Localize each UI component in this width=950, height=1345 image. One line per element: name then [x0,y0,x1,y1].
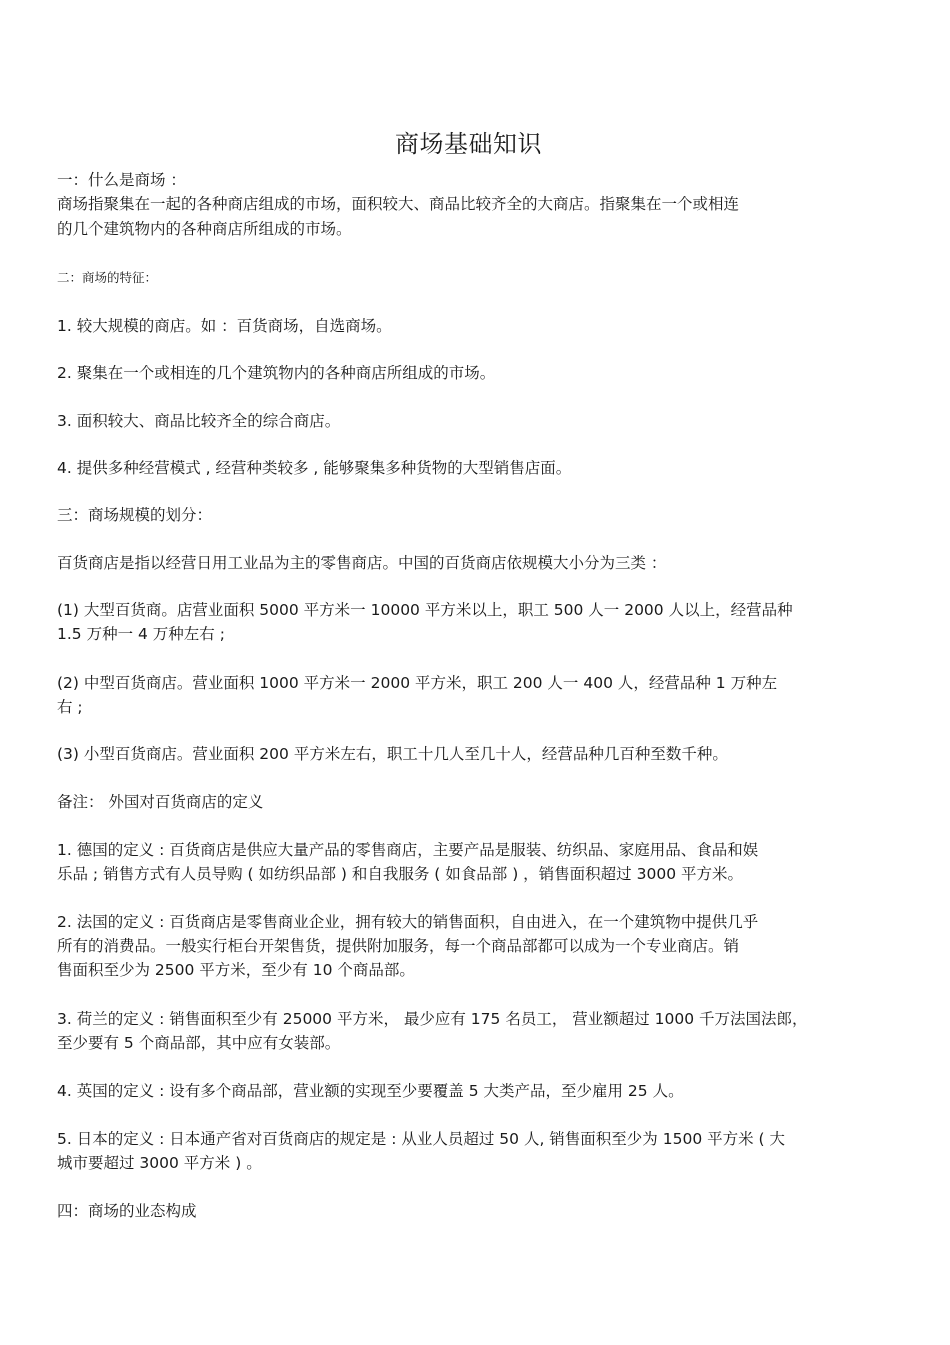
definition-paragraph: 至少要有 5 个商品部，其中应有女装部。 [57,1034,341,1052]
section-3-paragraph: 1.5 万种一 4 万种左右 ; [57,625,225,643]
definition-paragraph: 售面积至少为 2500 平方米，至少有 10 个商品部。 [57,961,415,979]
document-title: 商场基础知识 [395,130,542,158]
definition-paragraph: 4. 英国的定义 : 设有多个商品部，营业额的实现至少要覆盖 5 大类产品，至少雇用 25 人。 [57,1082,684,1100]
section-3-paragraph: 右 ; [57,698,83,716]
definition-paragraph: 乐品 ; 销售方式有人员导购 ( 如纺织品部 ) 和自我服务 ( 如食品部 ) ，销售面积超过 3000 平方米。 [57,865,743,883]
section-2-item: 3. 面积较大、商品比较齐全的综合商店。 [57,412,341,430]
section-3-paragraph: (2) 中型百货商店。营业面积 1000 平方米一 2000 平方米，职工 200 人一 400 人，经营品种 1 万种左 [57,674,778,692]
section-1-heading: 一：什么是商场 ： [57,171,186,189]
definition-paragraph: 5. 日本的定义 : 日本通产省对百货商店的规定是 : 从业人员超过 50 人, 销售面积至少为 1500 平方米 ( 大 [57,1130,786,1148]
section-2-item: 4. 提供多种经营模式 , 经营种类较多 , 能够聚集多种货物的大型销售店面。 [57,459,572,477]
section-3-paragraph: (3) 小型百货商店。营业面积 200 平方米左右，职工十几人至几十人，经营品种几百种至数千种。 [57,745,728,763]
section-1-text: 商场指聚集在一起的各种商店组成的市场，面积较大、商品比较齐全的大商店。指聚集在一个或相连 [57,195,740,213]
definition-paragraph: 城市要超过 3000 平方米 ) 。 [57,1154,262,1172]
section-1-text: 的几个建筑物内的各种商店所组成的市场。 [57,220,352,238]
section-3-heading: 三：商场规模的划分： [57,506,213,524]
section-2-item: 2. 聚集在一个或相连的几个建筑物内的各种商店所组成的市场。 [57,364,496,382]
section-3-paragraph: (1) 大型百货商。店营业面积 5000 平方米一 10000 平方米以上，职工 500 人一 2000 人以上，经营品种 [57,601,793,619]
definition-paragraph: 1. 德国的定义 : 百货商店是供应大量产品的零售商店，主要产品是服装、纺织品、家庭用品、食品和娱 [57,841,759,859]
definition-paragraph: 2. 法国的定义 : 百货商店是零售商业企业，拥有较大的销售面积，自由进入，在一个建筑物中提供几乎 [57,913,759,931]
section-2-heading: 二：商场的特征： [57,270,158,285]
section-2-item: 1. 较大规模的商店。如 ：百货商场，自选商场。 [57,317,392,335]
definition-paragraph: 所有的消费品。一般实行柜台开架售货，提供附加服务，每一个商品部都可以成为一个专业商店。销 [57,937,740,955]
note-heading: 备注： 外国对百货商店的定义 [57,793,264,811]
definition-paragraph: 3. 荷兰的定义 : 销售面积至少有 25000 平方米， 最少应有 175 名员工， 营业额超过 1000 千万法国法郎， [57,1010,808,1028]
section-4-heading: 四：商场的业态构成 [57,1202,197,1220]
section-3-intro: 百货商店是指以经营日用工业品为主的零售商店。中国的百货商店依规模大小分为三类 ： [57,554,667,572]
